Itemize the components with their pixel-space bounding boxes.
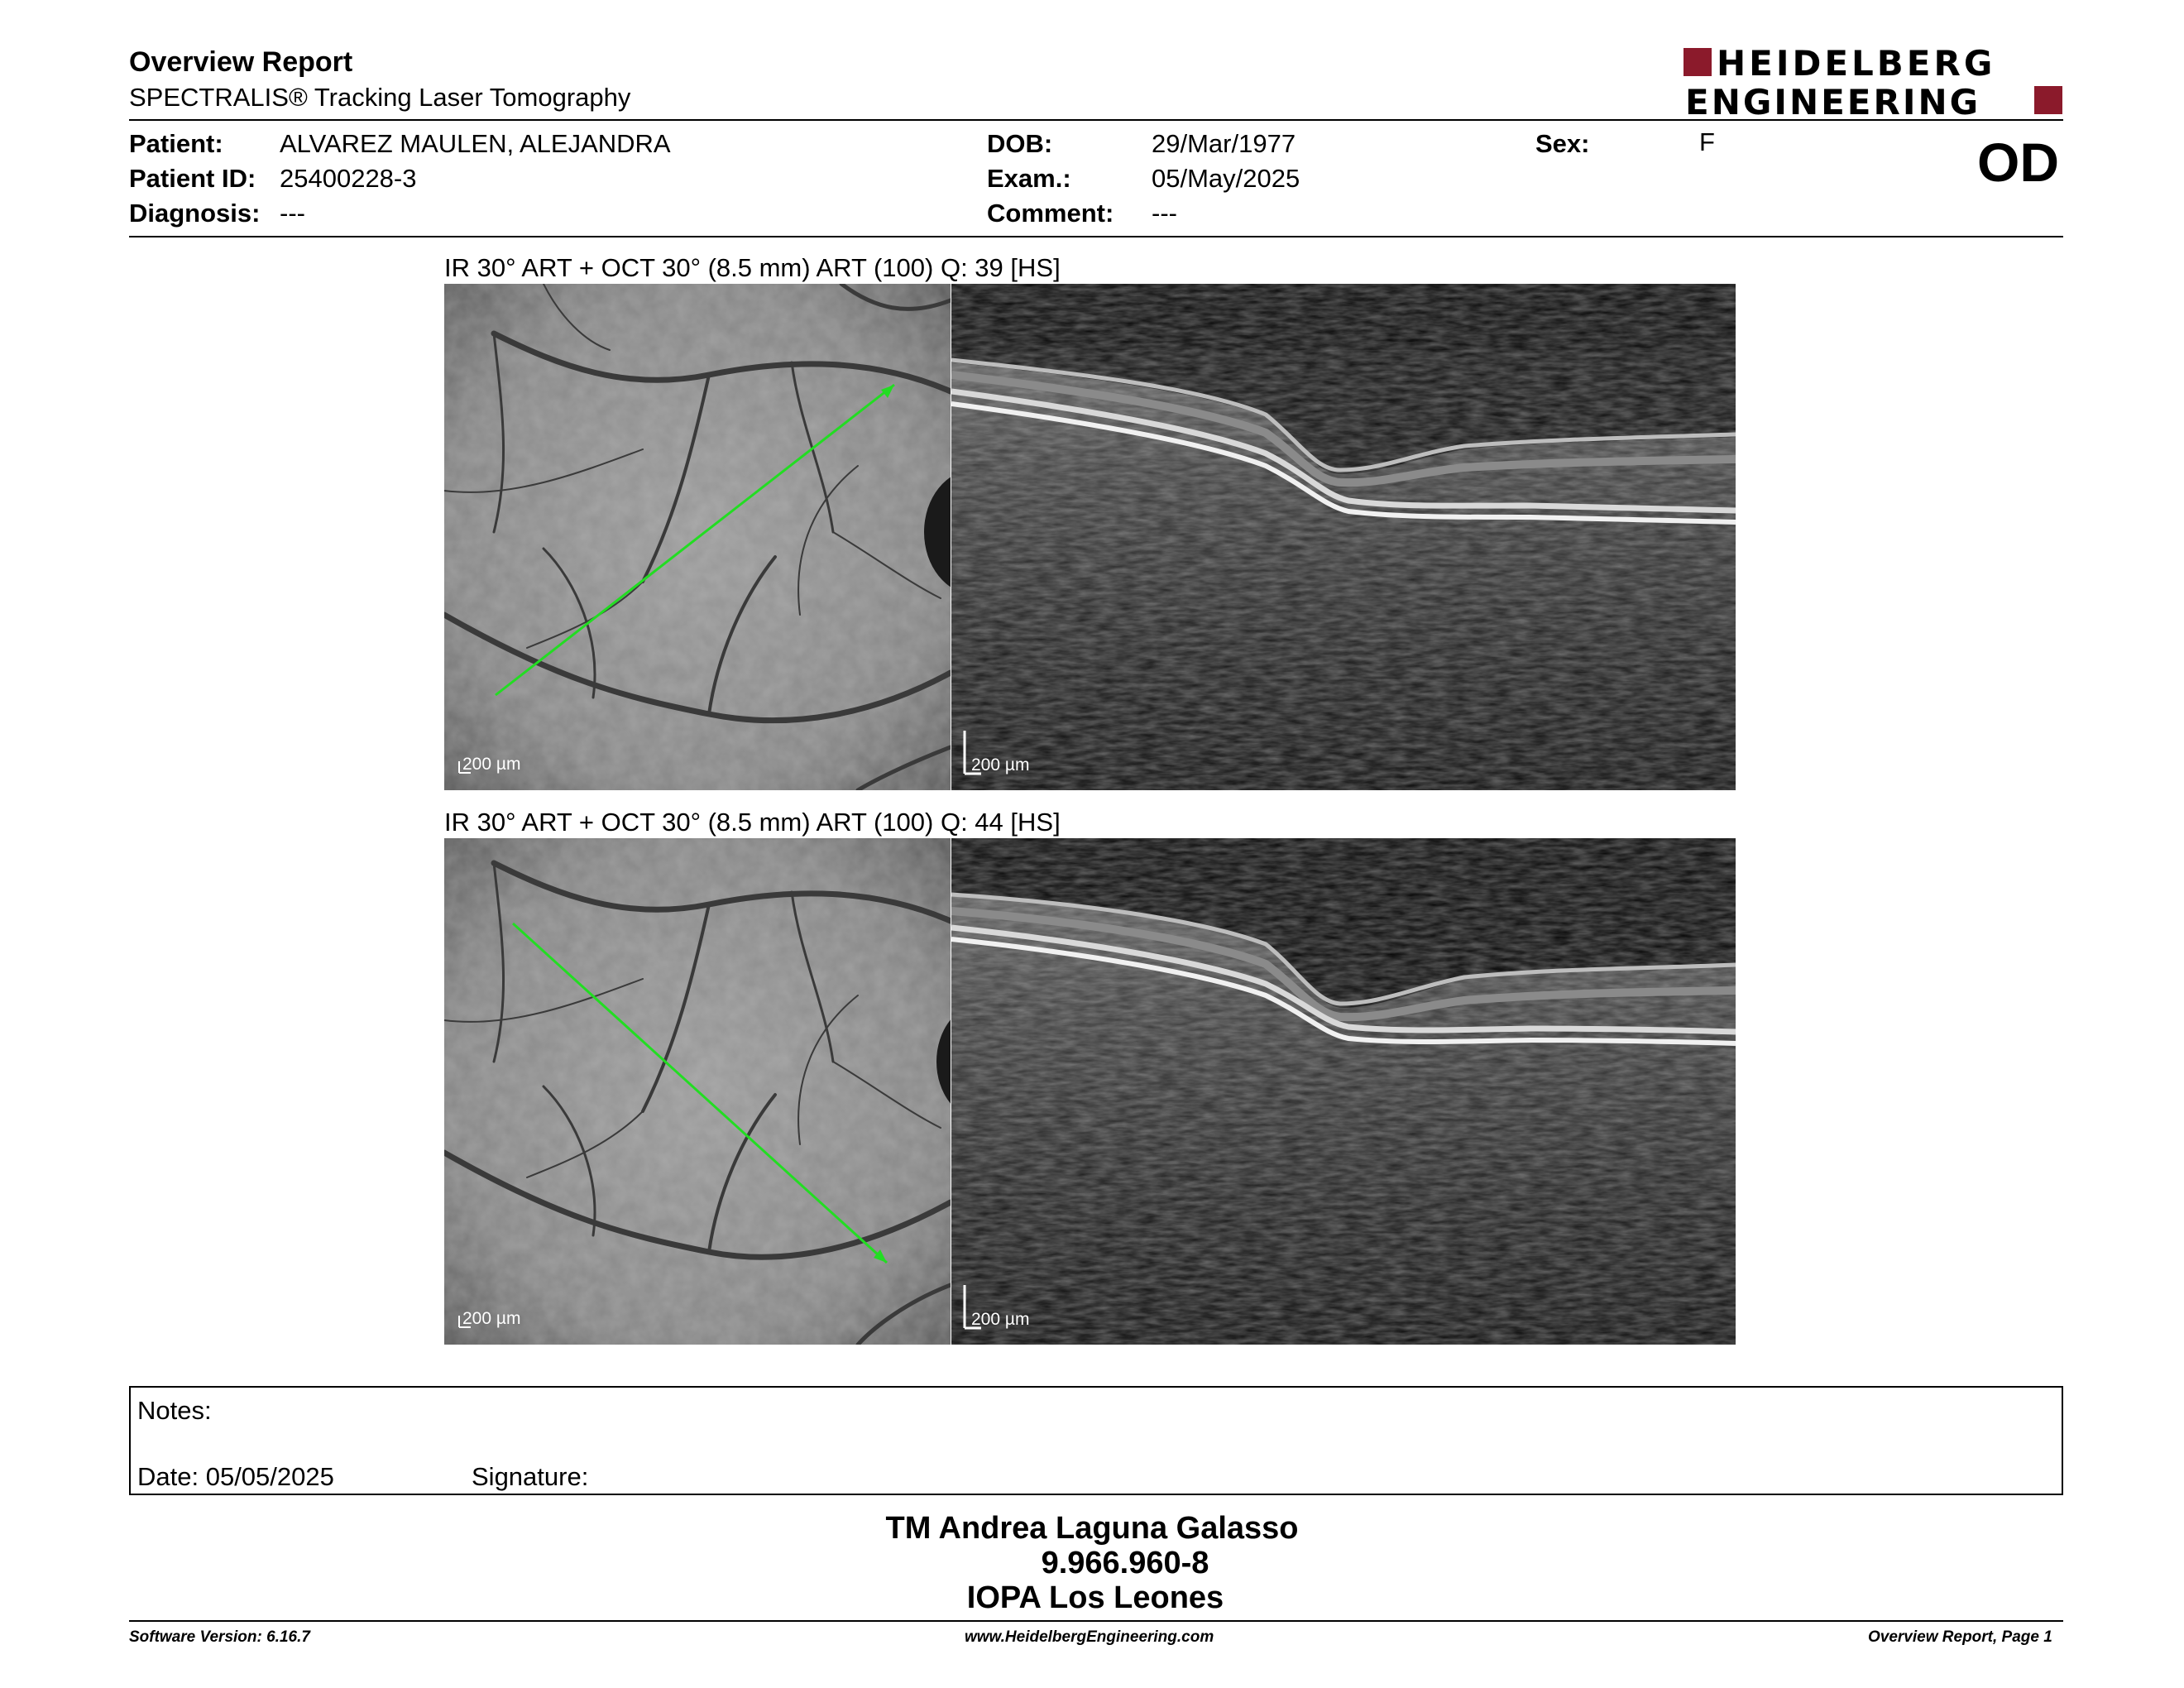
comment-label: Comment:: [987, 199, 1114, 228]
oct-scale-label-2: 200 µm: [971, 1310, 1030, 1329]
notes-box: [129, 1386, 2063, 1495]
eye-indicator: OD: [1977, 132, 2059, 193]
svg-text:HEIDELBERG: HEIDELBERG: [1717, 45, 1996, 84]
header-rule: [129, 119, 2063, 121]
patient-id-label: Patient ID:: [129, 164, 256, 193]
oct-bscan-image-2: [951, 838, 1736, 1345]
dob-label: DOB:: [987, 129, 1053, 158]
ir-fundus-image-1: [444, 284, 951, 790]
scan-caption-2: IR 30° ART + OCT 30° (8.5 mm) ART (100) Q: 44 [HS]: [444, 808, 1061, 837]
signer-institution: IOPA Los Leones: [966, 1580, 1224, 1615]
dob-value: 29/Mar/1977: [1152, 129, 1296, 158]
signer-id: 9.966.960-8: [1041, 1546, 1209, 1580]
patient-value: ALVAREZ MAULEN, ALEJANDRA: [280, 129, 671, 158]
patient-id-value: 25400228-3: [280, 164, 417, 193]
sex-value: F: [1699, 127, 1715, 156]
software-version: Software Version: 6.16.7: [129, 1628, 310, 1646]
svg-text:ENGINEERING: ENGINEERING: [1685, 82, 1981, 119]
exam-label: Exam.:: [987, 164, 1071, 193]
sex-label: Sex:: [1535, 129, 1590, 158]
oct-scale-label-1: 200 µm: [971, 755, 1030, 774]
patient-rule: [129, 236, 2063, 237]
exam-value: 05/May/2025: [1152, 164, 1300, 193]
heidelberg-logo: [1684, 45, 2064, 119]
diagnosis-label: Diagnosis:: [129, 199, 261, 228]
scan-caption-1: IR 30° ART + OCT 30° (8.5 mm) ART (100) Q: 39 [HS]: [444, 253, 1061, 282]
ir-scale-label-2: 200 µm: [462, 1309, 521, 1328]
notes-label: Notes:: [137, 1396, 212, 1425]
date-label: Date: 05/05/2025: [137, 1462, 334, 1491]
report-title: Overview Report: [129, 46, 353, 78]
ir-scale-label-1: 200 µm: [462, 755, 521, 774]
signer-name: TM Andrea Laguna Galasso: [885, 1511, 1299, 1546]
comment-value: ---: [1152, 199, 1177, 228]
report-subtitle: SPECTRALIS® Tracking Laser Tomography: [129, 83, 631, 112]
patient-label: Patient:: [129, 129, 223, 158]
footer-rule: [129, 1620, 2063, 1622]
oct-bscan-image-1: [951, 284, 1736, 790]
signature-label: Signature:: [472, 1462, 589, 1491]
website-link[interactable]: www.HeidelbergEngineering.com: [965, 1628, 1214, 1646]
diagnosis-value: ---: [280, 199, 305, 228]
page-indicator: Overview Report, Page 1: [1868, 1628, 2052, 1646]
ir-fundus-image-2: [444, 838, 951, 1345]
